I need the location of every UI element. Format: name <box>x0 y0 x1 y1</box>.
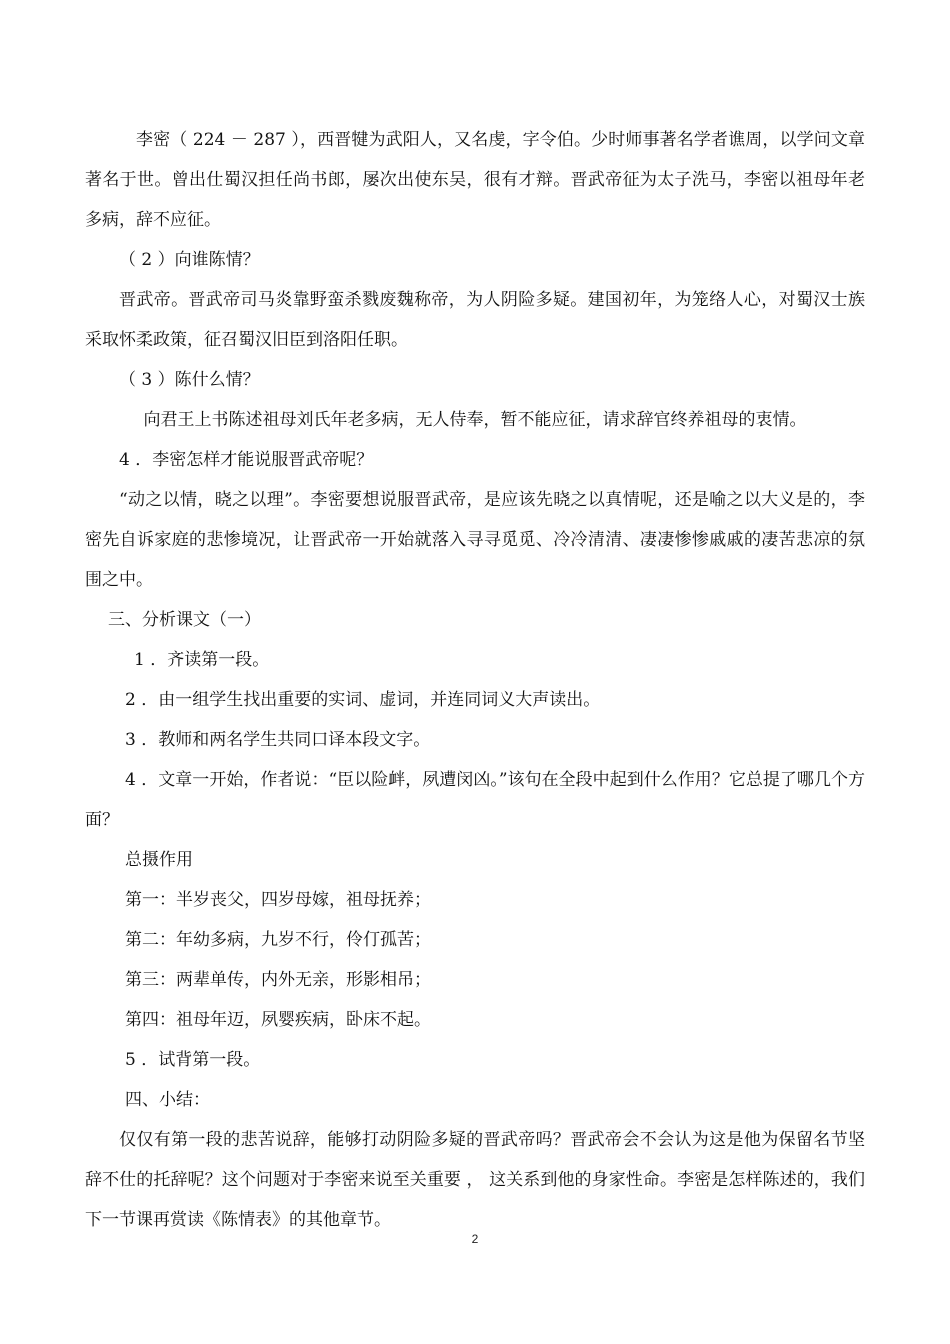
page-number: 2 <box>471 1232 479 1246</box>
point-second: 第二：年幼多病，九岁不行，伶仃孤苦； <box>125 930 431 950</box>
point-third: 第三：两辈单传，内外无亲，形影相吊； <box>125 970 431 990</box>
list-item-translate: 3 ．教师和两名学生共同口译本段文字。 <box>125 730 431 750</box>
list-item-find-words: 2 ．由一组学生找出重要的实词、虚词，并连同词义大声读出。 <box>125 690 601 710</box>
section-heading-analysis: 三、分析课文（一） <box>108 610 261 630</box>
paragraph-emperor: 晋武帝。晋武帝司马炎靠野蛮杀戮废魏称帝，为人阴险多疑。建国初年，为笼络人心，对蜀汉士族采取怀柔政策，征召蜀汉旧臣到洛阳任职。 <box>85 290 865 350</box>
point-fourth: 第四：祖母年迈，夙婴疾病，卧床不起。 <box>125 1010 431 1030</box>
list-item-question-opening: 4 ．文章一开始，作者说：“臣以险衅，夙遭闵凶。”该句在全段中起到什么作用？它总提了哪几个方面？ <box>85 770 865 830</box>
paragraph-summary: 仅仅有第一段的悲苦说辞，能够打动阴险多疑的晋武帝吗？晋武帝会不会认为这是他为保留名节坚辞不仕的托辞呢？这个问题对于李密来说至关重要 ， 这关系到他的身家性命。李密是怎样陈述的，我们下一节课再赏读《陈情表》的其他章节。 <box>85 1130 865 1230</box>
paragraph-author-intro: 李密（ 224 － 287 ），西晋犍为武阳人，又名虔，字令伯。少时师事著名学者谯周，以学问文章著名于世。曾出仕蜀汉担任尚书郎，屡次出使东吴，很有才辩。晋武帝征为太子洗马，李密以祖母年老多病，辞不应征。 <box>85 130 865 230</box>
paragraph-persuade-answer: “动之以情，晓之以理”。李密要想说服晋武帝，是应该先晓之以真情呢，还是喻之以大义是的，李密先自诉家庭的悲惨境况，让晋武帝一开始就落入寻寻觅觅、冷冷清清、凄凄惨惨戚戚的凄苦悲凉的氛围之中。 <box>85 490 865 590</box>
list-item-read-aloud: 1 ．齐读第一段。 <box>134 650 270 670</box>
paragraph-feeling: 向君王上书陈述祖母刘氏年老多病，无人侍奉，暂不能应征，请求辞官终养祖母的衷情。 <box>143 410 807 430</box>
summary-function: 总摄作用 <box>125 850 193 870</box>
list-item-recite: 5 ．试背第一段。 <box>125 1050 261 1070</box>
question-what-feeling: （ 3 ）陈什么情？ <box>119 370 260 390</box>
question-persuade: 4 ．李密怎样才能说服晋武帝呢？ <box>119 450 374 470</box>
section-heading-summary: 四、小结： <box>125 1090 210 1110</box>
point-first: 第一：半岁丧父，四岁母嫁，祖母抚养； <box>125 890 431 910</box>
question-to-whom: （ 2 ）向谁陈情？ <box>119 250 260 270</box>
